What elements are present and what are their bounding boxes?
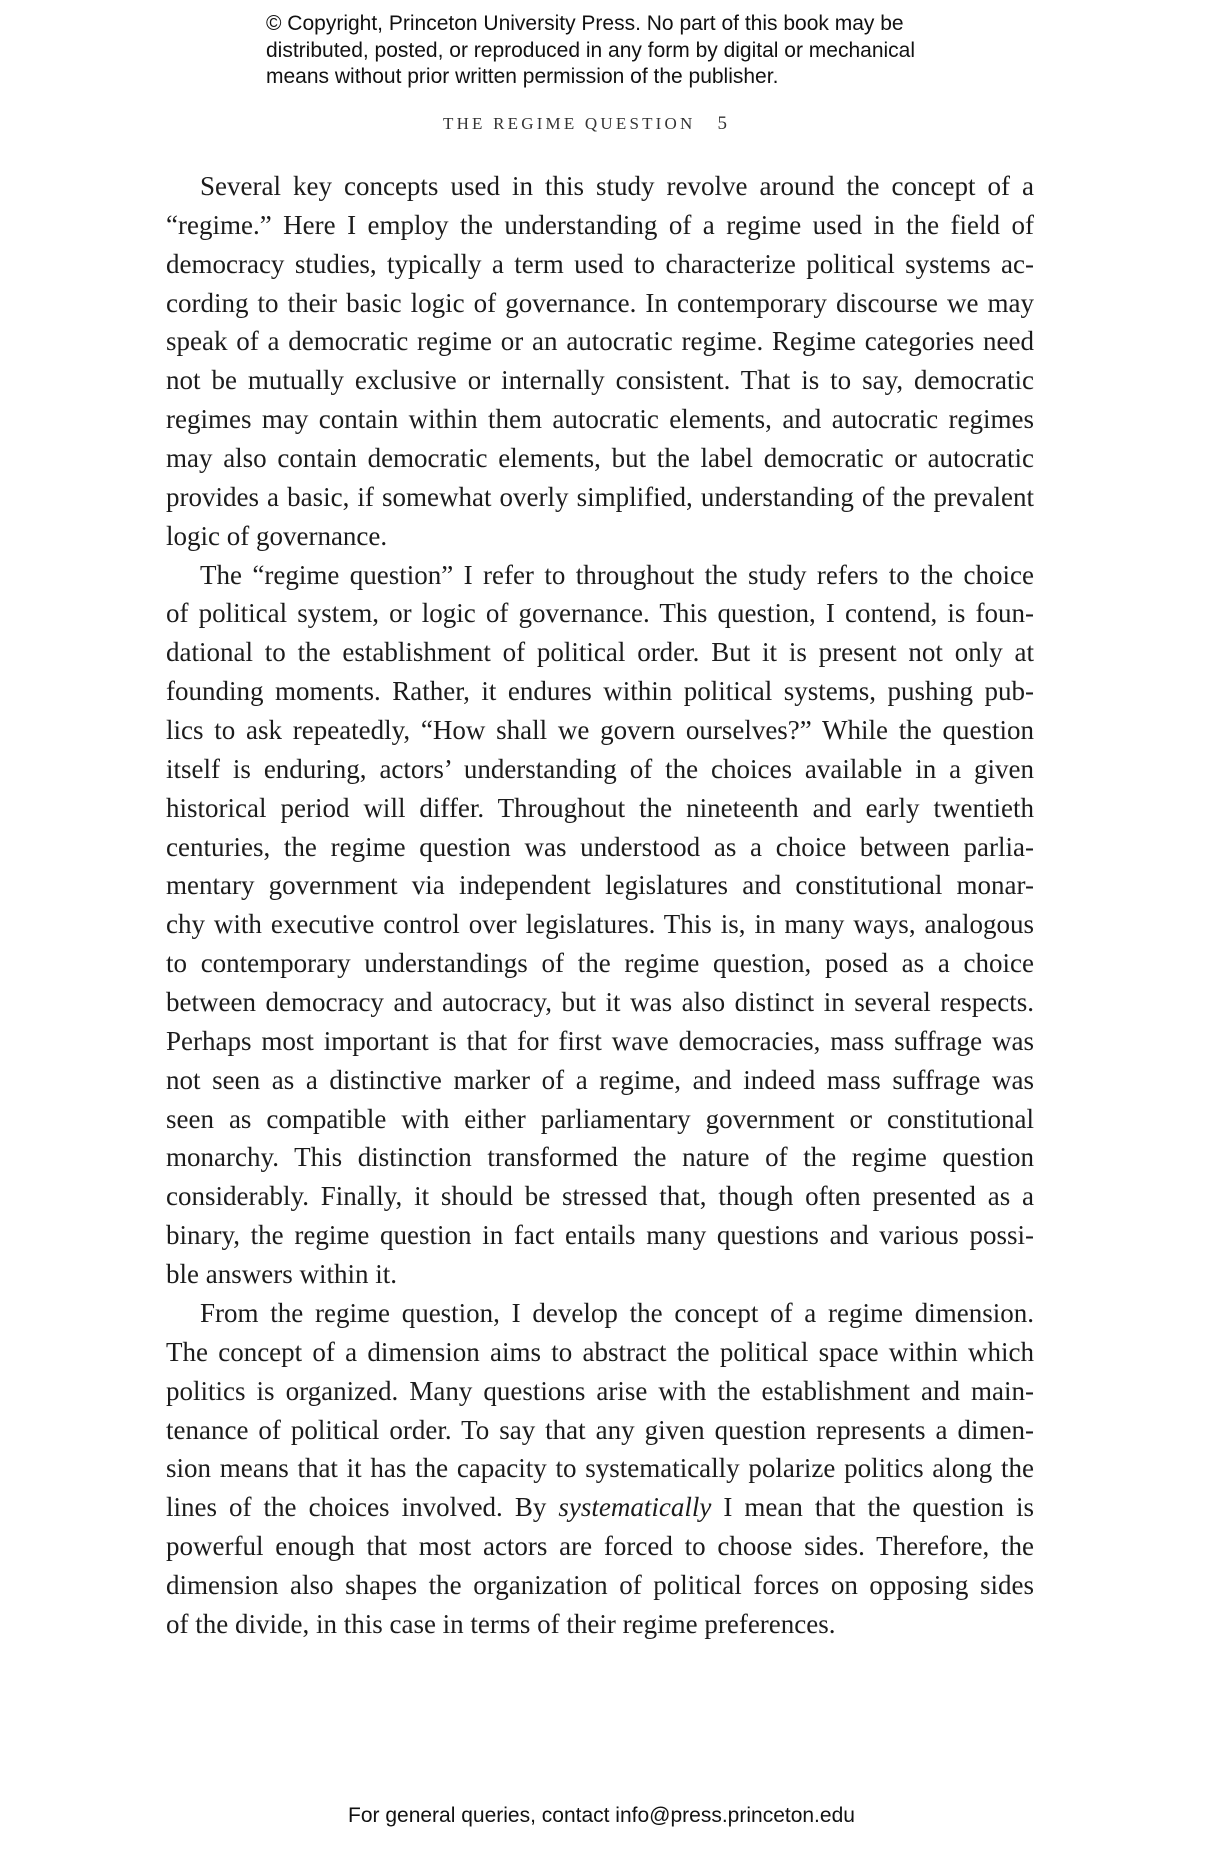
text-line: tenance of political order. To say that any given question represents a dimen- [166, 1414, 1034, 1445]
copyright-line: distributed, posted, or reproduced in any form by digital or mechanical [266, 38, 916, 62]
text-line: centuries, the regime question was understood as a choice between parlia- [166, 831, 1034, 862]
text-line: may also contain democratic elements, but the label democratic or autocratic [166, 443, 1034, 474]
text-line: regimes may contain within them autocratic elements, and autocratic regimes [166, 404, 1034, 435]
text-line: considerably. Finally, it should be stressed that, though often presented as a [166, 1181, 1034, 1212]
text-line: between democracy and autocracy, but it was also distinct in several respects. [166, 987, 1034, 1018]
text-line: of the divide, in this case in terms of their regime preferences. [166, 1608, 836, 1639]
text-line: ble answers within it. [166, 1259, 397, 1290]
text-line: lines of the choices involved. By systematically I mean that the question is [166, 1492, 1034, 1523]
text-line: not seen as a distinctive marker of a regime, and indeed mass suffrage was [166, 1064, 1034, 1095]
text-line: monarchy. This distinction transformed the nature of the regime question [166, 1142, 1034, 1173]
text-line: chy with executive control over legislatures. This is, in many ways, analogous [166, 909, 1034, 940]
running-head [443, 113, 727, 135]
text-line: binary, the regime question in fact entails many questions and various possi- [166, 1220, 1034, 1251]
running-head-title: THE REGIME QUESTION [443, 114, 696, 133]
text-line: cording to their basic logic of governance. In contemporary discourse we may [166, 287, 1034, 318]
text-line: seen as compatible with either parliamentary government or constitutional [166, 1103, 1034, 1134]
text-line: dimension also shapes the organization of political forces on opposing sides [166, 1569, 1034, 1600]
text-line: of political system, or logic of governance. This question, I contend, is foun- [166, 598, 1034, 629]
text-line: provides a basic, if somewhat overly simplified, understanding of the prevalent [166, 481, 1034, 512]
text-line: not be mutually exclusive or internally consistent. That is to say, democratic [166, 365, 1034, 396]
paragraph [166, 167, 1034, 556]
copyright-line: means without prior written permission of the publisher. [266, 65, 779, 88]
text-line: democracy studies, typically a term used to characterize political systems ac- [166, 248, 1034, 279]
copyright-notice [266, 11, 986, 91]
text-line: speak of a democratic regime or an autocratic regime. Regime categories need [166, 326, 1034, 357]
copyright-line: © Copyright, Princeton University Press. No part of this book may be [266, 12, 904, 35]
paragraph [166, 1294, 1034, 1644]
text-line: Several key concepts used in this study revolve around the concept of a [200, 171, 1034, 201]
text-line: “regime.” Here I employ the understanding of a regime used in the field of [166, 209, 1034, 240]
body-text [166, 167, 1034, 1644]
text-line: mentary government via independent legislatures and constitutional monar- [166, 870, 1034, 901]
text-line: Perhaps most important is that for first wave democracies, mass suffrage was [166, 1025, 1034, 1056]
page-number: 5 [717, 113, 727, 134]
text-line: sion means that it has the capacity to systematically polarize politics along the [166, 1453, 1034, 1484]
text-line: lics to ask repeatedly, “How shall we govern ourselves?” While the question [166, 715, 1034, 746]
text-line: From the regime question, I develop the concept of a regime dimension. [200, 1297, 1034, 1328]
paragraph [166, 556, 1034, 1294]
footer-contact: For general queries, contact info@press.princeton.edu [348, 1804, 855, 1827]
text-line: The “regime question” I refer to throughout the study refers to the choice [200, 559, 1034, 590]
text-line: logic of governance. [166, 520, 388, 551]
text-line: dational to the establishment of political order. But it is present not only at [166, 637, 1034, 668]
text-line: powerful enough that most actors are forced to choose sides. Therefore, the [166, 1531, 1034, 1562]
text-line: The concept of a dimension aims to abstract the political space within which [166, 1336, 1034, 1367]
text-line: founding moments. Rather, it endures within political systems, pushing pub- [166, 676, 1034, 707]
text-line: historical period will differ. Throughout the nineteenth and early twentieth [166, 792, 1034, 823]
text-line: politics is organized. Many questions arise with the establishment and main- [166, 1375, 1034, 1406]
text-line: to contemporary understandings of the regime question, posed as a choice [166, 948, 1034, 979]
text-line: itself is enduring, actors’ understanding of the choices available in a given [166, 753, 1034, 784]
emphasis: systematically [558, 1492, 712, 1523]
